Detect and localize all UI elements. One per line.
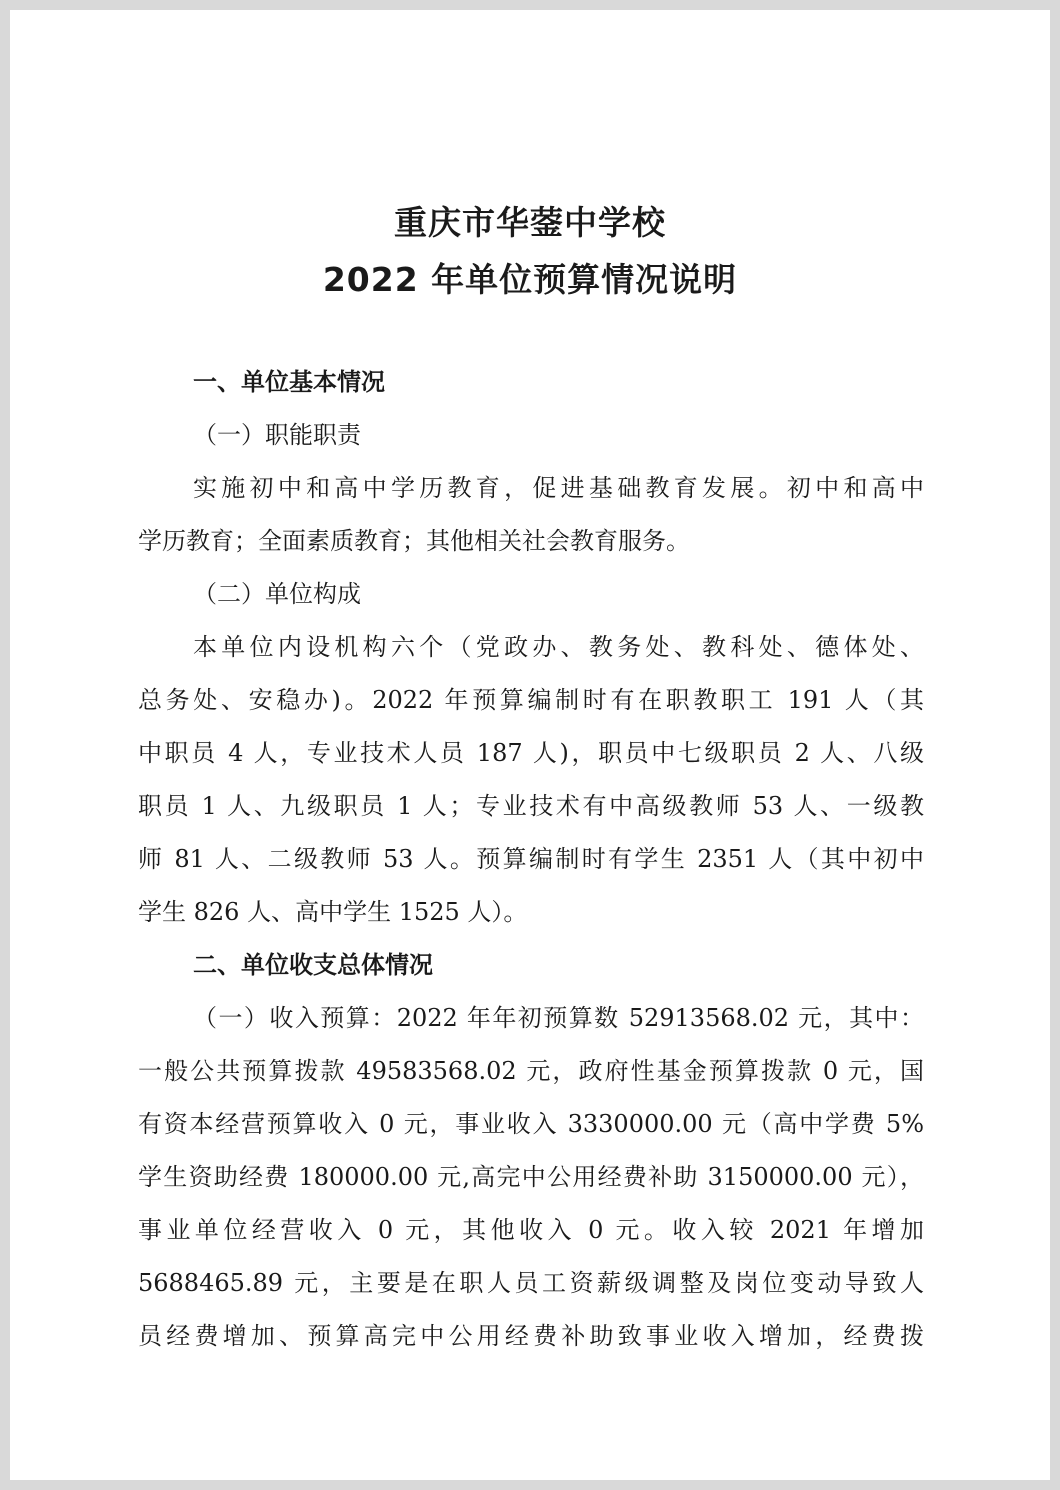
paragraph-line: 一般公共预算拨款 49583568.02 元，政府性基金预算拨款 0 元，国 <box>138 1057 924 1085</box>
document-subtitle: 2022 年单位预算情况说明 <box>322 260 738 299</box>
paragraph-line: 学生资助经费 180000.00 元,高完中公用经费补助 3150000.00 元）， <box>138 1163 924 1191</box>
document-title: 重庆市华蓥中学校 <box>394 203 666 242</box>
paragraph-line: 总务处、安稳办)。2022 年预算编制时有在职教职工 191 人（其 <box>138 686 924 714</box>
paragraph-line: 员经费增加、预算高完中公用经费补助致事业收入增加，经费拨 <box>138 1322 924 1350</box>
paragraph-line: 师 81 人、二级教师 53 人。预算编制时有学生 2351 人（其中初中 <box>138 845 924 873</box>
paragraph-line: 有资本经营预算收入 0 元，事业收入 3330000.00 元（高中学费 5% <box>138 1110 924 1138</box>
paragraph-line: 本单位内设机构六个（党政办、教务处、教科处、德体处、 <box>193 633 924 661</box>
paragraph-line: 学生 826 人、高中学生 1525 人）。 <box>138 898 528 926</box>
document-page <box>10 10 1050 1480</box>
paragraph-line: 事业单位经营收入 0 元，其他收入 0 元。收入较 2021 年增加 <box>138 1216 924 1244</box>
paragraph-line: 职员 1 人、九级职员 1 人；专业技术有中高级教师 53 人、一级教 <box>138 792 924 820</box>
paragraph-line: 实施初中和高中学历教育，促进基础教育发展。初中和高中 <box>193 474 924 502</box>
paragraph-line: 5688465.89 元，主要是在职人员工资薪级调整及岗位变动导致人 <box>138 1269 924 1297</box>
subsection-heading: （二）单位构成 <box>193 580 361 608</box>
section-heading-1: 一、单位基本情况 <box>193 368 385 396</box>
paragraph-line: 学历教育；全面素质教育；其他相关社会教育服务。 <box>138 527 690 555</box>
paragraph-line: （一）收入预算：2022 年年初预算数 52913568.02 元，其中： <box>193 1004 924 1032</box>
section-heading-2: 二、单位收支总体情况 <box>193 951 433 979</box>
subsection-heading: （一）职能职责 <box>193 421 361 449</box>
paragraph-line: 中职员 4 人，专业技术人员 187 人)，职员中七级职员 2 人、八级 <box>138 739 924 767</box>
